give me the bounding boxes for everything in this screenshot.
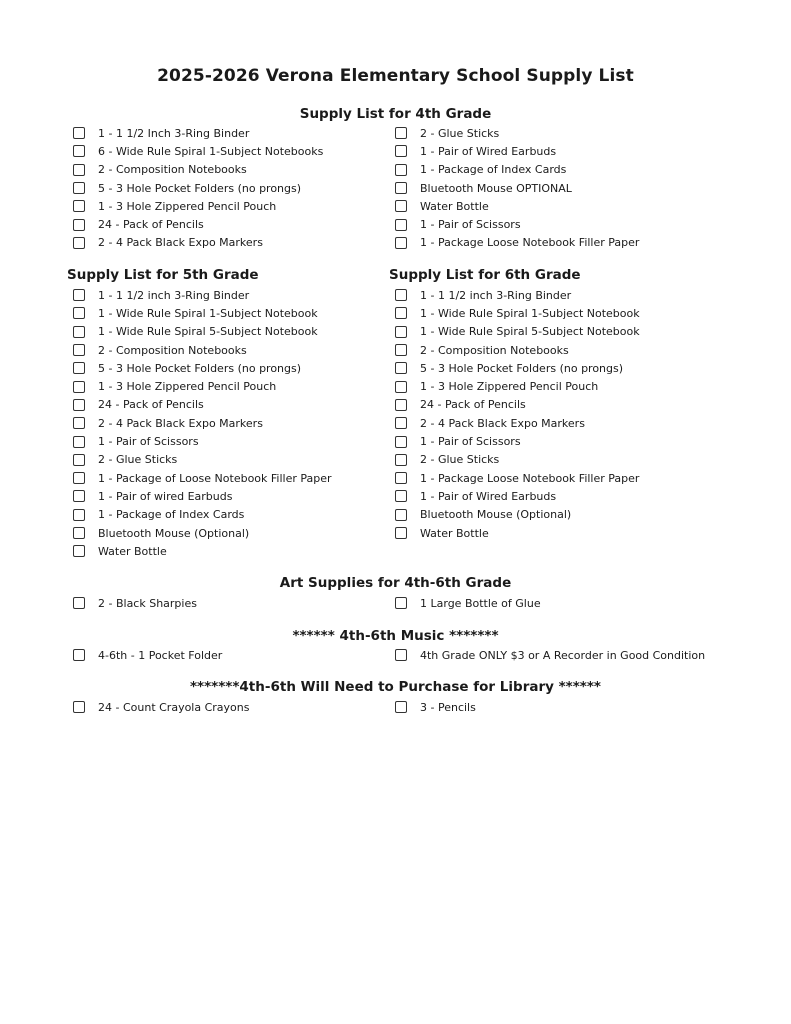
checkbox[interactable] xyxy=(395,164,407,176)
library-right-list xyxy=(395,698,476,716)
checkbox[interactable] xyxy=(395,145,407,157)
item-label: 1 - Pair of Wired Earbuds xyxy=(420,144,557,158)
art-heading: Art Supplies for 4th-6th Grade xyxy=(279,575,512,591)
item-label: 2 - Glue Sticks xyxy=(420,453,500,467)
checkbox[interactable] xyxy=(73,381,85,393)
grade4-left-item xyxy=(73,124,323,142)
checkbox[interactable] xyxy=(395,701,407,713)
item-label: 1 - Pair of wired Earbuds xyxy=(98,489,233,503)
grade5-item xyxy=(73,432,332,450)
item-label: Bluetooth Mouse (Optional) xyxy=(420,508,572,522)
grade5-list xyxy=(73,286,332,560)
item-label: 2 - Glue Sticks xyxy=(420,126,500,140)
item-label: Bluetooth Mouse (Optional) xyxy=(98,526,250,540)
checkbox[interactable] xyxy=(395,307,407,319)
checkbox[interactable] xyxy=(395,597,407,609)
grade4-left-item xyxy=(73,142,323,160)
item-label: 24 - Pack of Pencils xyxy=(420,398,526,412)
item-label: 1 - Pair of Scissors xyxy=(98,435,199,449)
checkbox[interactable] xyxy=(73,472,85,484)
checkbox[interactable] xyxy=(73,307,85,319)
grade6-item xyxy=(395,359,640,377)
checkbox[interactable] xyxy=(395,381,407,393)
item-label: 1 - Package Loose Notebook Filler Paper xyxy=(420,236,640,250)
grade4-left-item xyxy=(73,179,323,197)
grade6-item xyxy=(395,451,640,469)
grade5-item xyxy=(73,304,332,322)
checkbox[interactable] xyxy=(395,649,407,661)
checkbox[interactable] xyxy=(73,399,85,411)
grade5-item xyxy=(73,323,332,341)
grade4-right-item xyxy=(395,197,639,215)
item-label: 1 - Pair of Scissors xyxy=(420,218,521,232)
item-label: 1 - Package Loose Notebook Filler Paper xyxy=(420,471,640,485)
grade4-left-item xyxy=(73,197,323,215)
item-label: 2 - Composition Notebooks xyxy=(420,343,569,357)
checkbox[interactable] xyxy=(395,289,407,301)
checkbox[interactable] xyxy=(395,472,407,484)
item-label: 2 - Composition Notebooks xyxy=(98,163,247,177)
checkbox[interactable] xyxy=(73,509,85,521)
checkbox[interactable] xyxy=(395,127,407,139)
item-label: 1 - Package of Index Cards xyxy=(98,508,245,522)
item-label: 1 - 3 Hole Zippered Pencil Pouch xyxy=(420,380,599,394)
checkbox[interactable] xyxy=(73,326,85,338)
item-label: 5 - 3 Hole Pocket Folders (no prongs) xyxy=(420,361,624,375)
grade5-item xyxy=(73,542,332,560)
grade6-item xyxy=(395,396,640,414)
item-label: 1 - 3 Hole Zippered Pencil Pouch xyxy=(98,380,277,394)
grade5-item xyxy=(73,487,332,505)
checkbox[interactable] xyxy=(73,649,85,661)
music-right-item xyxy=(395,646,705,664)
checkbox[interactable] xyxy=(73,200,85,212)
grade5-item xyxy=(73,341,332,359)
grade5-item xyxy=(73,359,332,377)
item-label: 2 - 4 Pack Black Expo Markers xyxy=(98,416,263,430)
checkbox[interactable] xyxy=(73,145,85,157)
library-right-item xyxy=(395,698,476,716)
item-label: 4-6th - 1 Pocket Folder xyxy=(98,648,223,662)
checkbox[interactable] xyxy=(73,597,85,609)
item-label: 2 - 4 Pack Black Expo Markers xyxy=(420,416,585,430)
music-heading: ****** 4th-6th Music ******* xyxy=(292,628,499,644)
grade6-item xyxy=(395,414,640,432)
grade6-item xyxy=(395,304,640,322)
grade6-list xyxy=(395,286,640,542)
item-label: 5 - 3 Hole Pocket Folders (no prongs) xyxy=(98,361,302,375)
grade4-left-item xyxy=(73,161,323,179)
grade5-item xyxy=(73,396,332,414)
item-label: 24 - Count Crayola Crayons xyxy=(98,700,250,714)
grade4-right-list xyxy=(395,124,639,252)
art-right-list xyxy=(395,594,541,612)
checkbox[interactable] xyxy=(395,509,407,521)
checkbox[interactable] xyxy=(73,417,85,429)
checkbox[interactable] xyxy=(73,182,85,194)
art-right-item xyxy=(395,594,541,612)
music-left-list xyxy=(73,646,222,664)
checkbox[interactable] xyxy=(395,527,407,539)
library-left-item xyxy=(73,698,250,716)
checkbox[interactable] xyxy=(73,127,85,139)
music-right-list xyxy=(395,646,705,664)
grade4-right-item xyxy=(395,234,639,252)
item-label: Water Bottle xyxy=(420,526,489,540)
item-label: 24 - Pack of Pencils xyxy=(98,398,204,412)
checkbox[interactable] xyxy=(73,545,85,557)
grade4-left-item xyxy=(73,215,323,233)
grade4-left-item xyxy=(73,234,323,252)
checkbox[interactable] xyxy=(395,344,407,356)
grade6-item xyxy=(395,469,640,487)
item-label: Water Bottle xyxy=(420,199,489,213)
item-label: 1 - Wide Rule Spiral 5-Subject Notebook xyxy=(98,325,318,339)
checkbox[interactable] xyxy=(395,362,407,374)
checkbox[interactable] xyxy=(73,344,85,356)
checkbox[interactable] xyxy=(395,454,407,466)
grade5-heading: Supply List for 5th Grade xyxy=(67,267,259,283)
item-label: 1 - Pair of Wired Earbuds xyxy=(420,489,557,503)
checkbox[interactable] xyxy=(73,164,85,176)
item-label: 1 - 1 1/2 inch 3-Ring Binder xyxy=(98,288,250,302)
item-label: 2 - Glue Sticks xyxy=(98,453,178,467)
item-label: 2 - Composition Notebooks xyxy=(98,343,247,357)
checkbox[interactable] xyxy=(73,490,85,502)
checkbox[interactable] xyxy=(73,289,85,301)
page-title: 2025-2026 Verona Elementary School Supply List xyxy=(157,66,634,86)
checkbox[interactable] xyxy=(395,237,407,249)
grade5-item xyxy=(73,506,332,524)
checkbox[interactable] xyxy=(73,454,85,466)
item-label: 1 - 3 Hole Zippered Pencil Pouch xyxy=(98,199,277,213)
item-label: 1 - Wide Rule Spiral 1-Subject Notebook xyxy=(420,306,640,320)
grade6-heading: Supply List for 6th Grade xyxy=(389,267,581,283)
item-label: 2 - Black Sharpies xyxy=(98,596,197,610)
grade5-item xyxy=(73,414,332,432)
item-label: 3 - Pencils xyxy=(420,700,476,714)
grade6-item xyxy=(395,341,640,359)
item-label: 1 - Pair of Scissors xyxy=(420,435,521,449)
checkbox[interactable] xyxy=(73,362,85,374)
checkbox[interactable] xyxy=(73,701,85,713)
grade6-item xyxy=(395,286,640,304)
grade4-right-item xyxy=(395,124,639,142)
grade4-right-item xyxy=(395,142,639,160)
item-label: Bluetooth Mouse OPTIONAL xyxy=(420,181,572,195)
checkbox[interactable] xyxy=(73,436,85,448)
checkbox[interactable] xyxy=(73,219,85,231)
item-label: 1 Large Bottle of Glue xyxy=(420,596,541,610)
grade6-item xyxy=(395,323,640,341)
library-heading: *******4th-6th Will Need to Purchase for Library ****** xyxy=(190,679,601,695)
item-label: 1 - Package of Loose Notebook Filler Paper xyxy=(98,471,332,485)
grade6-item xyxy=(395,377,640,395)
checkbox[interactable] xyxy=(395,219,407,231)
music-left-item xyxy=(73,646,222,664)
checkbox[interactable] xyxy=(395,182,407,194)
checkbox[interactable] xyxy=(395,417,407,429)
item-label: 1 - 1 1/2 Inch 3-Ring Binder xyxy=(98,126,250,140)
item-label: 2 - 4 Pack Black Expo Markers xyxy=(98,236,263,250)
item-label: 4th Grade ONLY $3 or A Recorder in Good Condition xyxy=(420,648,706,662)
item-label: 1 - Package of Index Cards xyxy=(420,163,567,177)
grade6-item xyxy=(395,432,640,450)
grade4-heading: Supply List for 4th Grade xyxy=(299,106,492,122)
item-label: Water Bottle xyxy=(98,544,167,558)
item-label: 1 - 1 1/2 inch 3-Ring Binder xyxy=(420,288,572,302)
grade5-item xyxy=(73,377,332,395)
art-left-item xyxy=(73,594,197,612)
grade6-item xyxy=(395,524,640,542)
checkbox[interactable] xyxy=(395,490,407,502)
item-label: 5 - 3 Hole Pocket Folders (no prongs) xyxy=(98,181,302,195)
checkbox[interactable] xyxy=(395,399,407,411)
grade5-item xyxy=(73,524,332,542)
item-label: 1 - Wide Rule Spiral 5-Subject Notebook xyxy=(420,325,640,339)
grade4-right-item xyxy=(395,161,639,179)
checkbox[interactable] xyxy=(395,326,407,338)
library-left-list xyxy=(73,698,250,716)
checkbox[interactable] xyxy=(395,436,407,448)
grade5-item xyxy=(73,451,332,469)
grade4-right-item xyxy=(395,215,639,233)
art-left-list xyxy=(73,594,197,612)
grade5-item xyxy=(73,286,332,304)
checkbox[interactable] xyxy=(73,237,85,249)
item-label: 6 - Wide Rule Spiral 1-Subject Notebooks xyxy=(98,144,324,158)
grade5-item xyxy=(73,469,332,487)
checkbox[interactable] xyxy=(73,527,85,539)
checkbox[interactable] xyxy=(395,200,407,212)
grade6-item xyxy=(395,506,640,524)
item-label: 1 - Wide Rule Spiral 1-Subject Notebook xyxy=(98,306,318,320)
grade4-left-list xyxy=(73,124,323,252)
grade6-item xyxy=(395,487,640,505)
item-label: 24 - Pack of Pencils xyxy=(98,218,204,232)
grade4-right-item xyxy=(395,179,639,197)
